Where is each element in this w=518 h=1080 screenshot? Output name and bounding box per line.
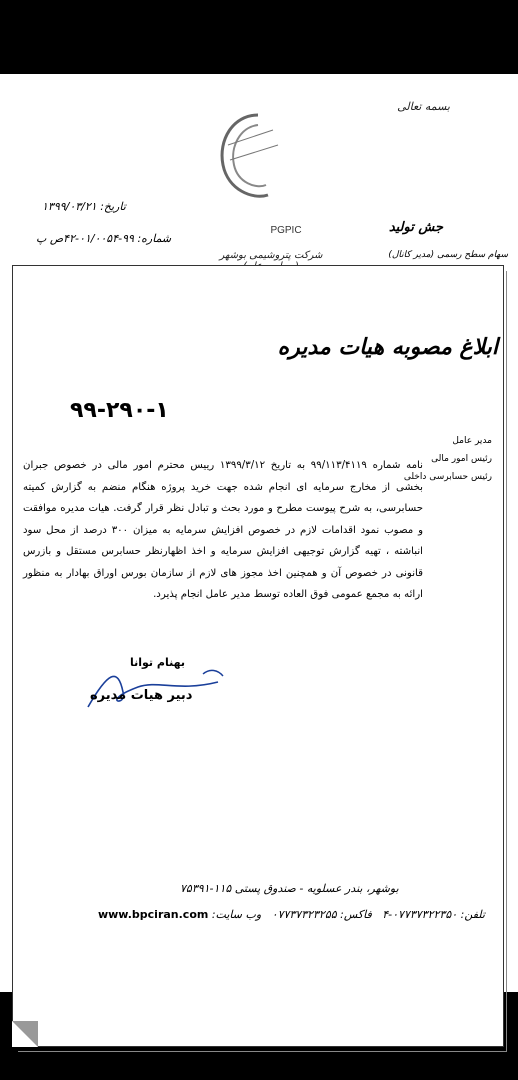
recipient-item: مدیر عامل bbox=[452, 436, 492, 446]
website-link[interactable]: www.bpciran.com bbox=[97, 908, 209, 921]
number-field bbox=[36, 232, 171, 245]
footer-contacts bbox=[40, 908, 485, 921]
phone-label: تلفن: bbox=[460, 908, 485, 921]
recipient-item: رئیس حسابرسی داخلی bbox=[403, 472, 492, 482]
number-value: ۹۹-۰۱/۰۰۵۴-۴۲ص پ bbox=[36, 232, 134, 245]
date-label: تاریخ: bbox=[100, 200, 126, 213]
number-label: شماره: bbox=[137, 232, 172, 245]
letter-frame bbox=[12, 265, 504, 1047]
recipient-item: رئیس امور مالی bbox=[431, 454, 492, 464]
fax-label: فاکس: bbox=[340, 908, 372, 921]
phone-value: ۰۷۷۳۷۳۲۲۳۵۰-۴ bbox=[382, 908, 458, 921]
company-logo bbox=[208, 105, 308, 235]
bismillah: بسمه تعالی bbox=[397, 100, 450, 113]
date-field bbox=[42, 200, 126, 213]
reference-number: ۹۹-۲۹۰-۱ bbox=[70, 398, 169, 423]
company-name: شرکت پتروشیمی بوشهر bbox=[219, 250, 323, 261]
fax-value: ۰۷۷۳۷۳۲۳۲۵۵ bbox=[271, 908, 337, 921]
signer-role: دبیر هیات مدیره bbox=[90, 688, 193, 703]
handwritten-signatory-role: سهام سطح رسمی (مدیر کانال) bbox=[388, 250, 508, 260]
date-value: ۱۳۹۹/۰۳/۲۱ bbox=[42, 200, 97, 213]
letter-body: نامه شماره ۹۹/۱۱۳/۴۱۱۹ به تاریخ ۱۳۹۹/۳/۱۲ رییس محترم امور مالی در خصوص جبران بخشی از مخارج سرمایه ای انجام شده جهت خرید پروژه هنگام منضم به گزارش کمیته حسابرسی، به شرح پیوست مطرح و مورد بحث و تبادل نظر قرار گرفت. هیات مدیره موافقت و مصوب نمود اقدامات لازم در خصوص افزایش سرمایه به میزان ۳۰۰ درصد از محل سود انباشته ، تهیه گزارش توجیهی افزایش سرمایه و اخذ اظهارنظر حسابرس مستقل و بازرس قانونی در خصوص آن و همچنین اخذ مجوز های لازم از سازمان بورس اوراق بهادار به منظور ارائه به مجمع عمومی فوق العاده توسط مدیر عامل انجام پذیرد. bbox=[23, 460, 423, 600]
footer-address: بوشهر، بندر عسلویه - صندوق پستی ۱۱۵-۷۵۳۹۱ bbox=[180, 882, 399, 895]
signer-name: بهنام توانا bbox=[130, 656, 185, 669]
letter-title: ابلاغ مصوبه هیات مدیره bbox=[277, 335, 498, 360]
signature-mark bbox=[78, 662, 228, 712]
page-curl bbox=[12, 1021, 38, 1047]
logo-text: PGPIC bbox=[270, 225, 302, 235]
website-label: وب سایت: bbox=[211, 908, 262, 921]
handwritten-signatory: جش تولید bbox=[388, 220, 443, 235]
